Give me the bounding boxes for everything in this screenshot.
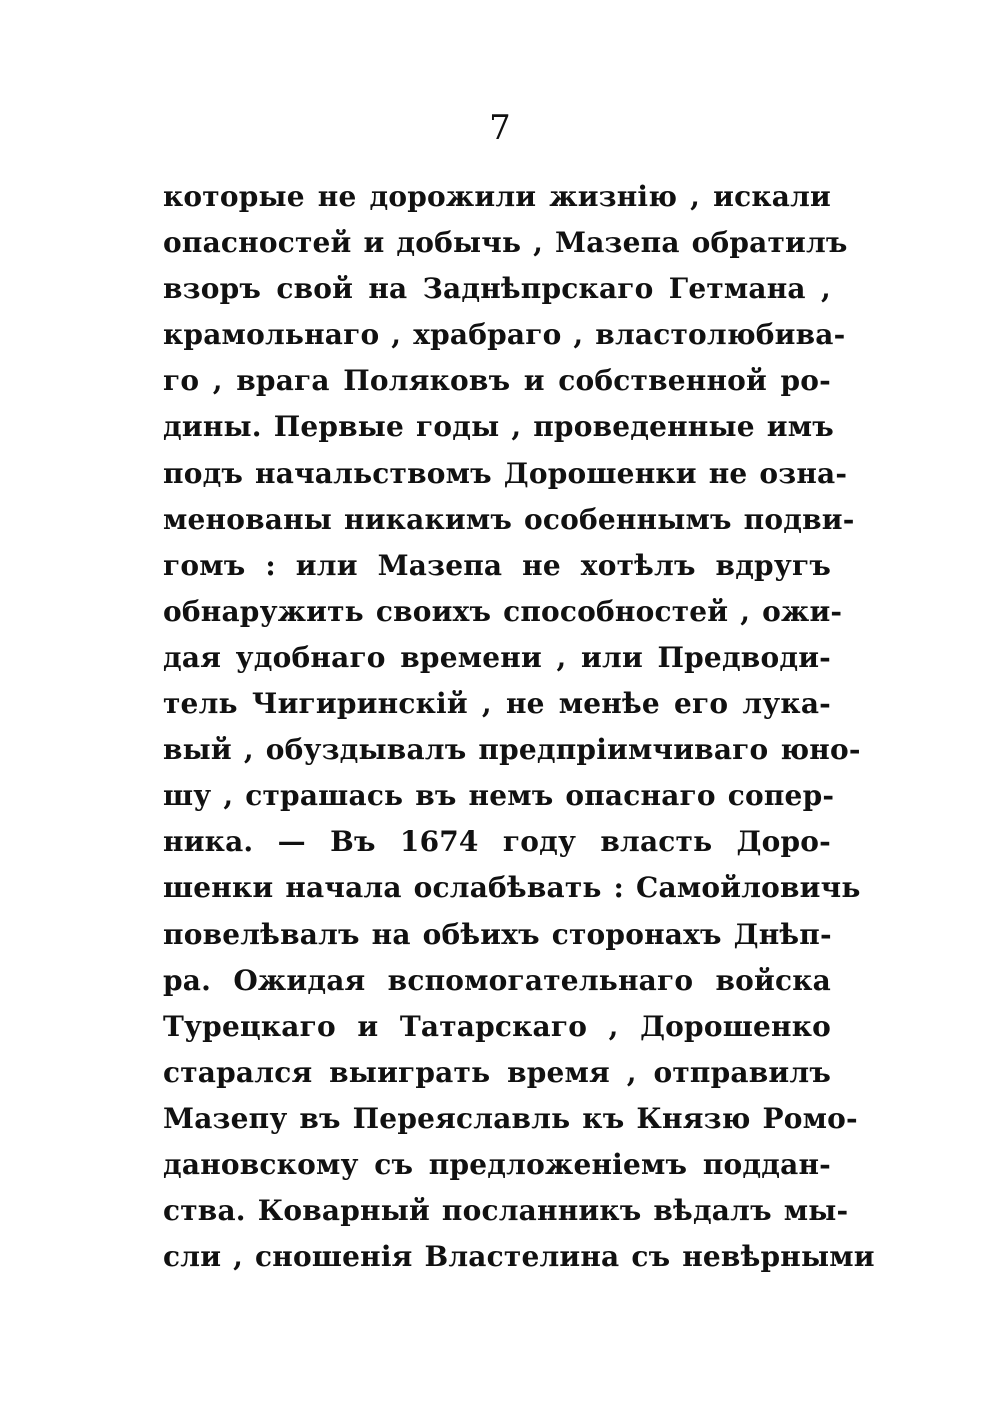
text-line: дановскому съ предложеніемъ поддан- [163,1147,831,1181]
text-line: опасностей и добычь , Мазепа обратилъ [163,226,848,260]
text-line: крамольнаго , храбраго , властолюбива- [163,318,846,352]
text-line: Турецкаго и Татарскаго , Дорошенко [163,1009,831,1043]
text-line: сли , сношенія Властелина съ невѣрными [163,1240,875,1274]
text-line: повелѣвалъ на обѣихъ сторонахъ Днѣп- [163,917,832,951]
text-line: ра. Ожидая вспомогательнаго войска [163,963,831,997]
text-line: шенки начала ослабѣвать : Самойловичь [163,871,861,905]
text-line: Мазепу въ Переяславль къ Князю Ромо- [163,1101,858,1135]
text-line: го , врага Поляковъ и собственной ро- [163,364,831,398]
text-line: взоръ свой на Заднѣпрскаго Гетмана , [163,272,831,306]
text-line: которые не дорожили жизнію , искали [163,180,831,213]
text-line: ника. — Въ 1674 году власть Доро- [163,825,831,859]
text-line: вый , обуздывалъ предпріимчиваго юно- [163,733,861,767]
text-line: шу , страшась въ немъ опаснаго сопер- [163,779,835,813]
page-number: 7 [489,108,511,148]
text-line: менованы никакимъ особеннымъ подви- [163,502,855,536]
text-line: ства. Коварный посланникъ вѣдалъ мы- [163,1194,849,1228]
text-line: подъ начальствомъ Дорошенки не озна- [163,456,848,490]
text-line: дая удобнаго времени , или Предводи- [163,640,831,674]
body-text [163,174,875,1280]
text-line: гомъ : или Мазепа не хотѣлъ вдругъ [163,548,831,582]
text-line: обнаружить своихъ способностей , ожи- [163,594,843,628]
text-line: дины. Первые годы , проведенные имъ [163,410,834,444]
text-line: старался выиграть время , отправилъ [163,1055,831,1089]
text-line: тель Чигиринскій , не менѣе его лука- [163,687,831,721]
